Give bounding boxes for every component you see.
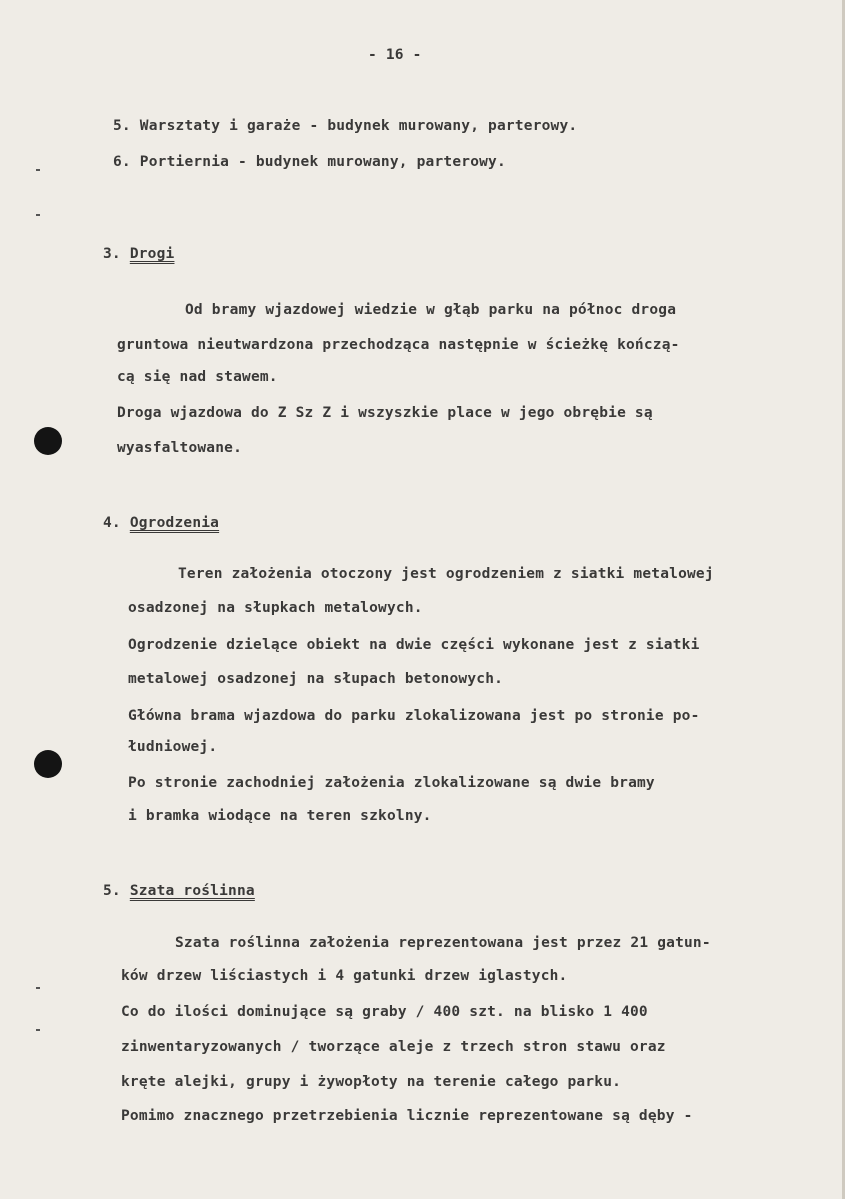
paragraph-line: ków drzew liściastych i 4 gatunki drzew iglastych. <box>121 968 568 984</box>
paragraph-line: Po stronie zachodniej założenia zlokalizowane są dwie bramy <box>128 775 655 791</box>
paragraph-line: Od bramy wjazdowej wiedzie w głąb parku na północ droga <box>185 302 677 318</box>
paragraph-line: zinwentaryzowanych / tworzące aleje z trzech stron stawu oraz <box>121 1039 666 1055</box>
section-title: Szata roślinna <box>129 883 255 899</box>
paragraph-line: Szata roślinna założenia reprezentowana jest przez 21 gatun- <box>175 935 711 951</box>
section-heading <box>103 883 255 899</box>
list-item: 5. Warsztaty i garaże - budynek murowany, parterowy. <box>113 118 578 134</box>
paragraph-line: łudniowej. <box>128 739 218 755</box>
paragraph-line: Główna brama wjazdowa do parku zlokalizowana jest po stronie po- <box>128 708 700 724</box>
section-title: Ogrodzenia <box>129 515 220 531</box>
paragraph-line: osadzonej na słupkach metalowych. <box>128 600 423 616</box>
margin-mark <box>36 987 40 989</box>
margin-mark <box>36 214 40 216</box>
margin-mark <box>36 1029 40 1031</box>
binder-hole <box>34 427 62 455</box>
paragraph-line: Co do ilości dominujące są graby / 400 szt. na blisko 1 400 <box>121 1004 648 1020</box>
list-item: 6. Portiernia - budynek murowany, parterowy. <box>113 154 506 170</box>
paragraph-line: i bramka wiodące na teren szkolny. <box>128 808 432 824</box>
paragraph-line: Droga wjazdowa do Z Sz Z i wszyszkie place w jego obrębie są <box>117 405 653 421</box>
section-title: Drogi <box>129 246 175 262</box>
section-heading <box>103 246 174 262</box>
paragraph-line: wyasfaltowane. <box>117 440 243 456</box>
paragraph-line: kręte alejki, grupy i żywopłoty na terenie całego parku. <box>121 1074 622 1090</box>
paragraph-line: cą się nad stawem. <box>117 369 278 385</box>
section-number: 3. <box>103 246 121 262</box>
section-number: 5. <box>103 883 121 899</box>
page-number: - 16 - <box>368 47 422 63</box>
paragraph-line: gruntowa nieutwardzona przechodząca następnie w ścieżkę kończą- <box>117 337 680 353</box>
section-number: 4. <box>103 515 121 531</box>
paragraph-line: Pomimo znacznego przetrzebienia licznie reprezentowane są dęby - <box>121 1108 693 1124</box>
paragraph-line: Ogrodzenie dzielące obiekt na dwie części wykonane jest z siatki <box>128 637 700 653</box>
binder-hole <box>34 750 62 778</box>
paragraph-line: Teren założenia otoczony jest ogrodzeniem z siatki metalowej <box>178 566 714 582</box>
paragraph-line: metalowej osadzonej na słupach betonowych. <box>128 671 504 687</box>
margin-mark <box>36 169 40 171</box>
section-heading <box>103 515 219 531</box>
